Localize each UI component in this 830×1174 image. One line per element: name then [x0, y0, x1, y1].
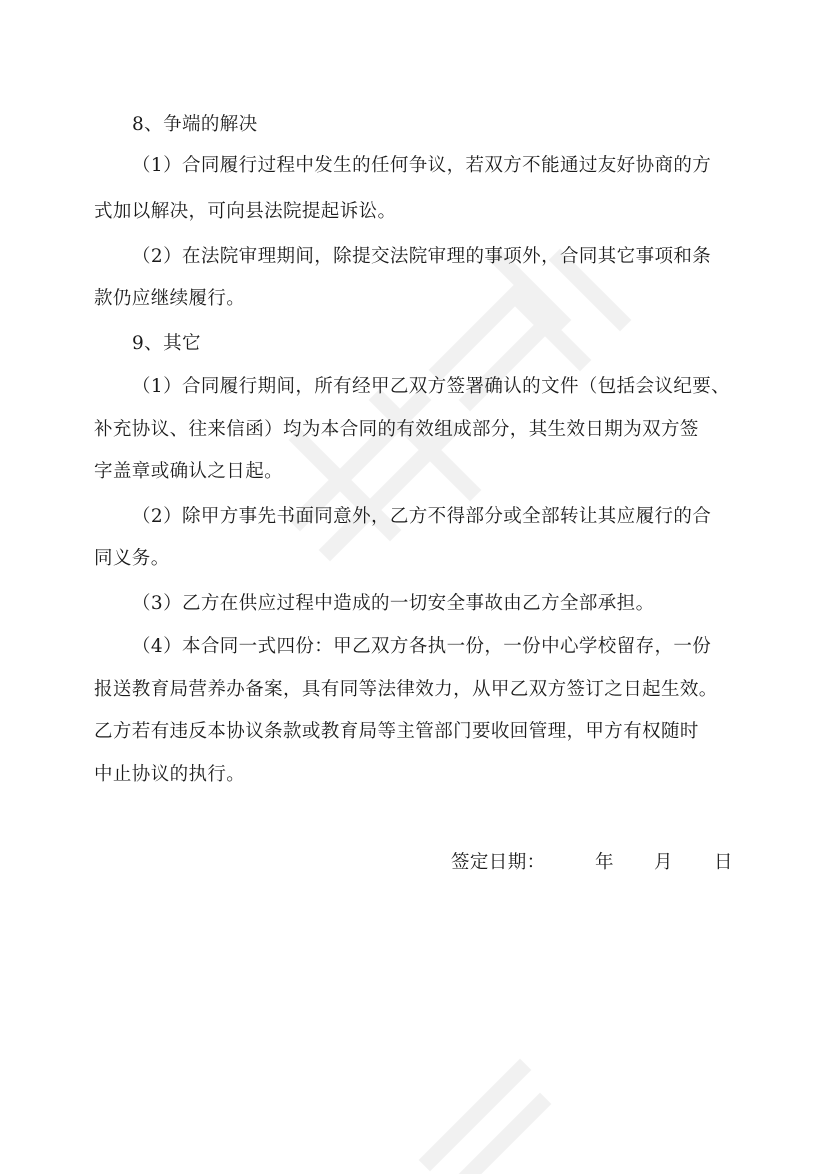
- paragraph-line: 同义务。: [94, 548, 170, 569]
- paragraph-line: （2）除甲方事先书面同意外，乙方不得部分或全部转让其应履行的合: [132, 506, 712, 527]
- paragraph-line: 中止协议的执行。: [94, 764, 246, 785]
- paragraph-line: （3）乙方在供应过程中造成的一切安全事故由乙方全部承担。: [132, 593, 655, 614]
- paragraph-line: （1）合同履行过程中发生的任何争议，若双方不能通过友好协商的方: [132, 155, 712, 176]
- signature-year: 年: [595, 852, 614, 873]
- signature-date-label: 签定日期：: [451, 852, 546, 873]
- section-heading: 9、其它: [132, 333, 201, 354]
- paragraph-line: 报送教育局营养办备案，具有同等法律效力，从甲乙双方签订之日起生效。: [94, 679, 718, 700]
- signature-month: 月: [654, 852, 673, 873]
- paragraph-line: 乙方若有违反本协议条款或教育局等主管部门要收回管理，甲方有权随时: [94, 721, 699, 742]
- paragraph-line: 款仍应继续履行。: [94, 288, 246, 309]
- paragraph-line: （4）本合同一式四份：甲乙双方各执一份，一份中心学校留存，一份: [132, 636, 712, 657]
- paragraph-line: 式加以解决，可向县法院提起诉讼。: [94, 201, 397, 222]
- paragraph-line: 字盖章或确认之日起。: [94, 461, 284, 482]
- section-heading: 8、争端的解决: [132, 114, 258, 135]
- paragraph-line: 补充协议、往来信函）均为本合同的有效组成部分，其生效日期为双方签: [94, 419, 699, 440]
- paragraph-line: （1）合同履行期间，所有经甲乙双方签署确认的文件（包括会议纪要、: [132, 376, 731, 397]
- signature-day: 日: [714, 852, 733, 873]
- paragraph-line: （2）在法院审理期间，除提交法院审理的事项外，合同其它事项和条: [132, 246, 712, 267]
